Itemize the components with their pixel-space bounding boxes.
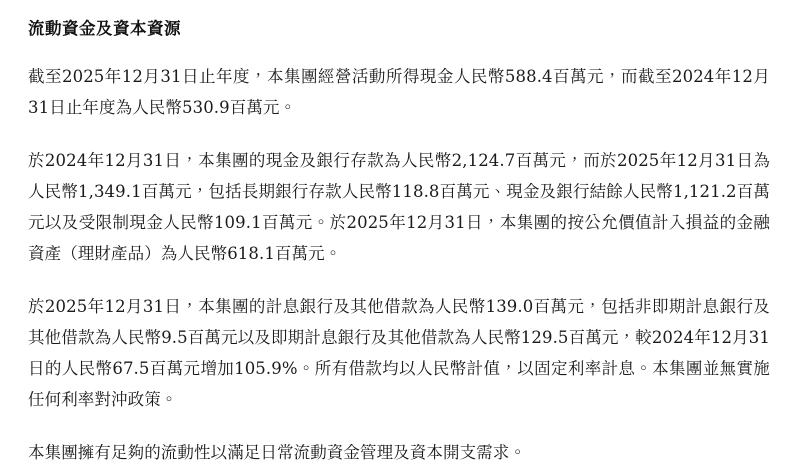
paragraph-operating-cash-flow: 截至2025年12月31日止年度，本集團經營活動所得現金人民幣588.4百萬元，而截至2024年12月31日止年度為人民幣530.9百萬元。 [28,67,770,118]
paragraph-interest-bearing-borrowings: 於2025年12月31日，本集團的計息銀行及其他借款為人民幣139.0百萬元，包括非即期計息銀行及其他借款為人民幣9.5百萬元以及即期計息銀行及其他借款為人民幣129.5百萬元，較2024年12月31日的人民幣67.5百萬元增加105.9%。所有借款均以人民幣計值，以固定利率計息。本集團並無實施任何利率對沖政策。 [28,297,770,410]
paragraph-liquidity-sufficiency: 本集團擁有足夠的流動性以滿足日常流動資金管理及資本開支需求。 [28,443,526,463]
page-title: 流動資金及資本資源 [28,19,181,38]
paragraph-cash-and-bank-deposits: 於2024年12月31日，本集團的現金及銀行存款為人民幣2,124.7百萬元，而於2025年12月31日為人民幣1,349.1百萬元，包括長期銀行存款人民幣118.8百萬元、現金及銀行結餘人民幣1,121.2百萬元以及受限制現金人民幣109.1百萬元。於2025年12月31日，本集團的按公允價值計入損益的金融資產（理財產品）為人民幣618.1百萬元。 [28,151,770,264]
